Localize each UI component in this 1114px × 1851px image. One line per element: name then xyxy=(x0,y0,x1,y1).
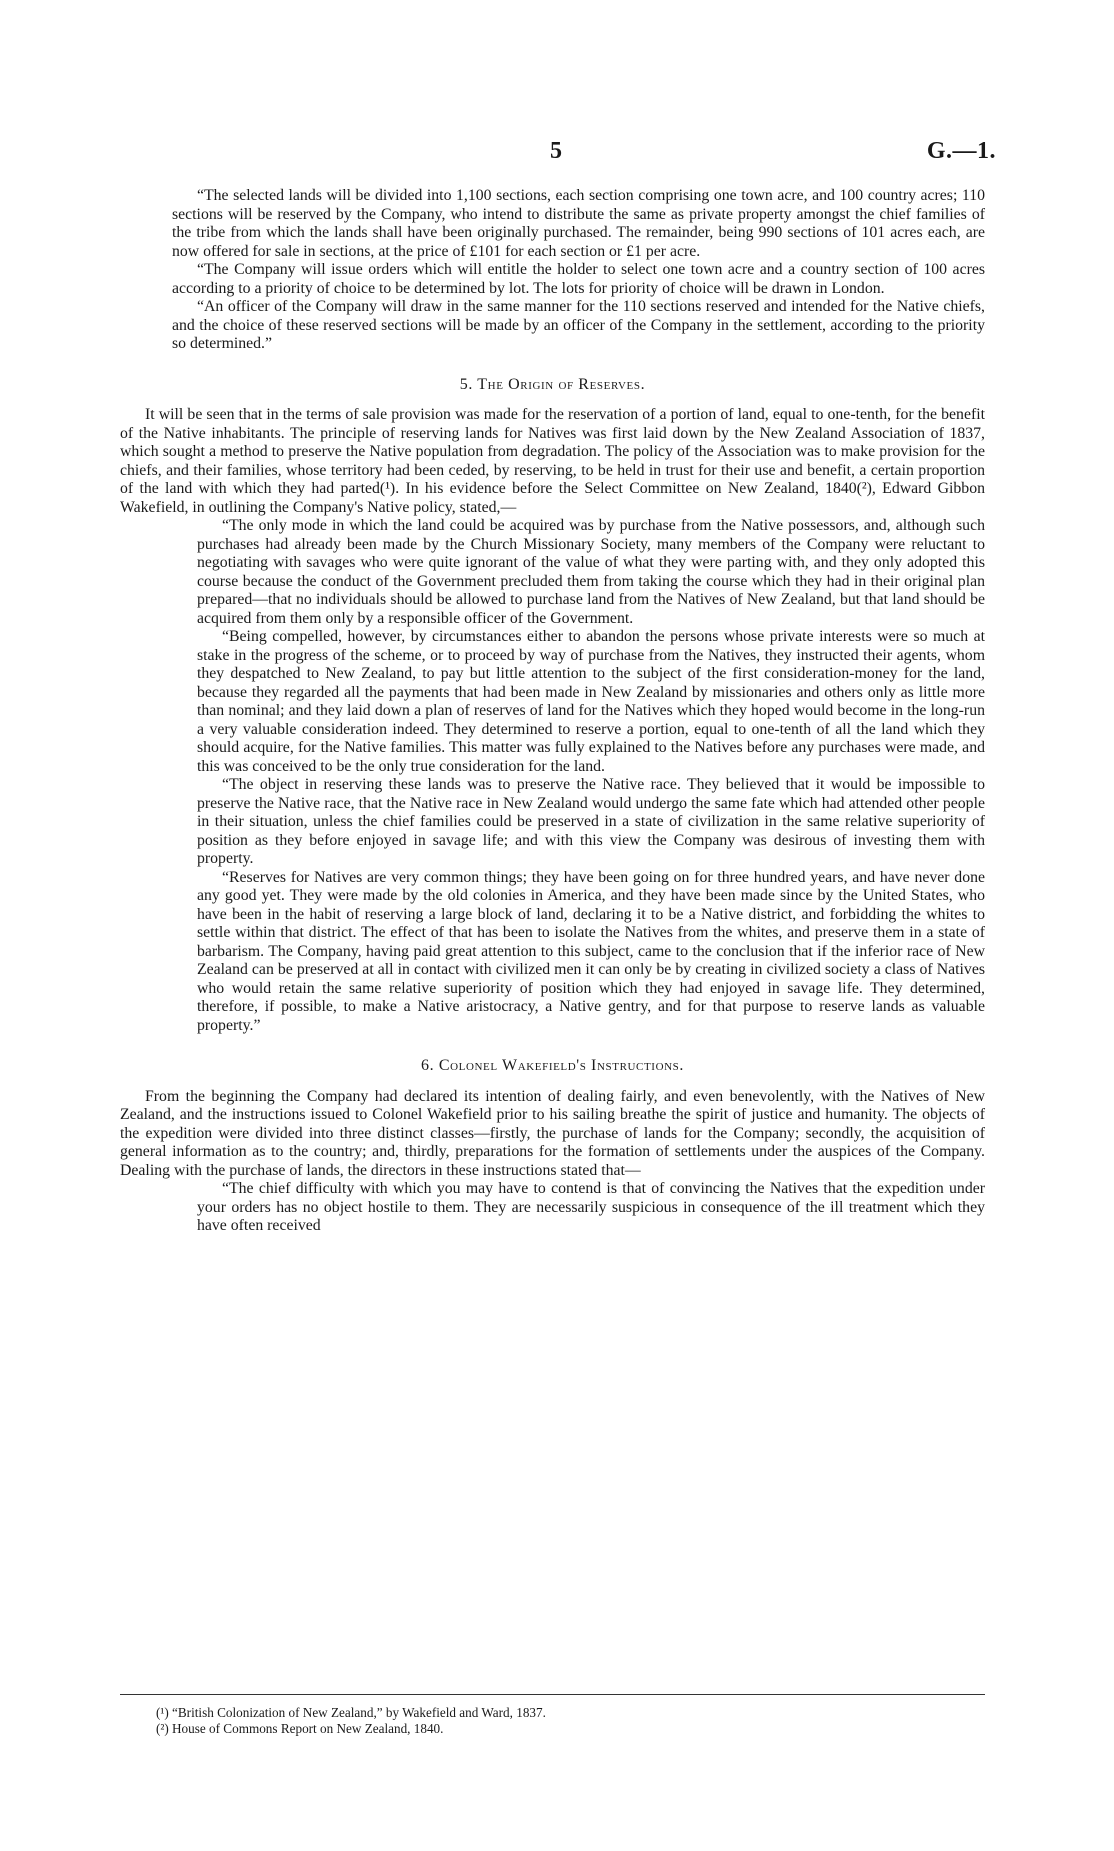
quote-paragraph: “The chief difficulty with which you may have to contend is that of convincing the Natives that the expedition under your orders has no object hostile to them. They are necessarily suspicious in consequence of the ill treatment which they have often received xyxy=(197,1180,985,1234)
quote-paragraph: “The Company will issue orders which will entitle the holder to select one town acre and a country section of 100 acres according to a priority of choice to be determined by lot. The lots for priority of choice will be drawn in London. xyxy=(172,261,985,297)
opening-quote xyxy=(120,187,985,354)
body-paragraph: From the beginning the Company had declared its intention of dealing fairly, and even benevolently, with the Natives of New Zealand, and the instructions issued to Colonel Wakefield prior to his sailing breathe the spirit of justice and humanity. The objects of the expedition were divided into three distinct classes—firstly, the purchase of lands for the Company; secondly, the acquisition of general information as to the country; and, thirdly, preparations for the formation of settlements under the auspices of the Company. Dealing with the purchase of lands, the directors in these instructions stated that— xyxy=(120,1087,985,1179)
quote-paragraph: “Being compelled, however, by circumstances either to abandon the persons whose private interests were so much at stake in the progress of the scheme, or to proceed by way of purchase from the Natives, they instructed their agents, whom they despatched to New Zealand, to pay but little attention to the subject of the first consideration-money for the land, because they regarded all the payments that had been made in New Zealand by missionaries and others only as little more than nominal; and they laid down a plan of reserves of land for the Natives which they hoped would become in the long-run a very valuable consideration indeed. They determined to reserve a portion, equal to one-tenth of all the land which they should acquire, for the Native families. This matter was fully explained to the Natives before any purchases were made, and this was conceived to be the only true consideration for the land. xyxy=(197,628,985,775)
section-heading: 5. The Origin of Reserves. xyxy=(459,375,646,393)
footnote: (¹) “British Colonization of New Zealand,” by Wakefield and Ward, 1837. xyxy=(156,1705,546,1720)
quote-paragraph: “The object in reserving these lands was to preserve the Native race. They believed that it would be impossible to preserve the Native race, that the Native race in New Zealand would undergo the same fate which had attended other people in their situation, unless the chief families could be preserved in a state of civilization in the same relative superiority of position as they before enjoyed in savage life; and with this view the Company was desirous of investing them with property. xyxy=(197,776,985,867)
quote-paragraph: “The only mode in which the land could be acquired was by purchase from the Native possessors, and, although such purchases had already been made by the Church Missionary Society, many members of the Company were reluctant to negotiating with savages who were quite ignorant of the value of what they were parting with, and they only adopted this course because the conduct of the Government precluded them from taking the course which they had in their original plan prepared—that no individuals should be allowed to purchase land from the Natives of New Zealand, but that land should be acquired from them only by a responsible officer of the Government. xyxy=(197,517,985,627)
quoted-evidence xyxy=(120,517,985,1035)
section-heading: 6. Colonel Wakefield's Instructions. xyxy=(421,1057,684,1074)
page-number: 5 xyxy=(550,138,562,164)
quote-paragraph: “An officer of the Company will draw in the same manner for the 110 sections reserved and intended for the Native chiefs, and the choice of these reserved sections will be made by an officer of the Company in the settlement, according to the priority so determined.” xyxy=(172,298,985,352)
quote-paragraph: “Reserves for Natives are very common things; they have been going on for three hundred years, and have never done any good yet. They were made by the old colonies in America, and they have been made since by the United States, who have been in the habit of reserving a large block of land, declaring it to be a Native district, and forbidding the whites to settle within that district. The effect of that has been to isolate the Natives from the whites, and preserve them in a state of barbarism. The Company, having paid great attention to this subject, came to the conclusion that if the inferior race of New Zealand can be preserved at all in contact with civilized men it can only be by creating in civilized society a class of Natives who would retain the same relative superiority of position which they had enjoyed in savage life. They determined, therefore, if possible, to make a Native aristocracy, a Native gentry, and for that purpose to reserve lands as valuable property.” xyxy=(197,868,985,1034)
quoted-instructions xyxy=(120,1180,985,1236)
document-body xyxy=(120,187,985,1236)
page-header xyxy=(120,138,996,172)
paper-code: G.—1. xyxy=(926,138,996,164)
body-paragraph: It will be seen that in the terms of sale provision was made for the reservation of a portion of land, equal to one-tenth, for the benefit of the Native inhabitants. The principle of reserving lands for Natives was first laid down by the New Zealand Association of 1837, which sought a method to preserve the Native population from degradation. The policy of the Association was to make provision for the chiefs, and their families, whose territory had been ceded, by reserving, to be held in trust for their use and benefit, a certain proportion of the land with which they had parted(¹). In his evidence before the Select Committee on New Zealand, 1840(²), Edward Gibbon Wakefield, in outlining the Company's Native policy, stated,— xyxy=(120,406,985,516)
footnotes xyxy=(120,1694,985,1737)
quote-paragraph: “The selected lands will be divided into 1,100 sections, each section comprising one town acre, and 100 country acres; 110 sections will be reserved by the Company, who intend to distribute the same as private property amongst the chief families of the tribe from which the lands shall have been originally purchased. The remainder, being 990 sections of 101 acres each, are now offered for sale in sections, at the price of £101 for each section or £1 per acre. xyxy=(172,187,985,260)
footnote: (²) House of Commons Report on New Zealand, 1840. xyxy=(156,1721,444,1736)
